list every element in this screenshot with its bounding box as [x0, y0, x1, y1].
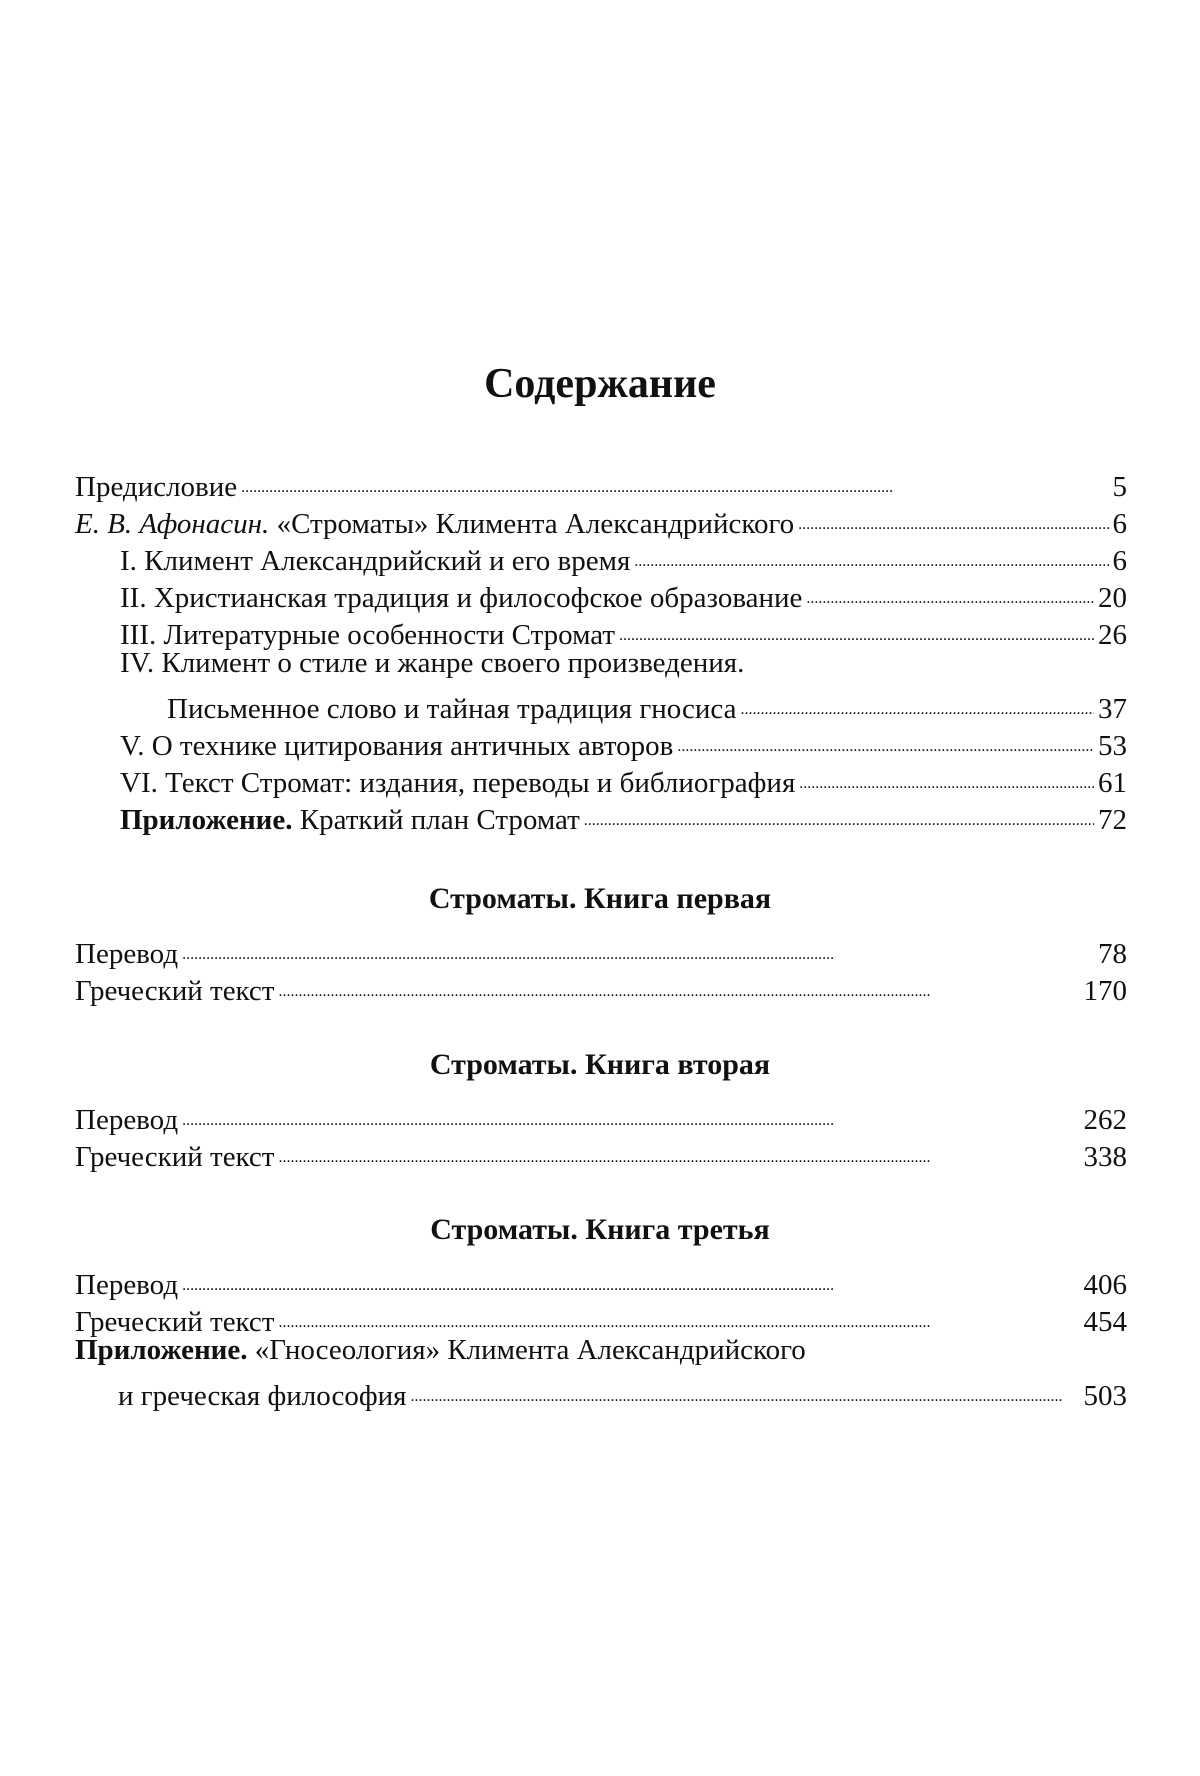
entry-label: Предисловие [75, 471, 238, 503]
leader-dots [182, 927, 1094, 963]
entry-page: 61 [1098, 767, 1127, 799]
entry-label: Греческий текст [75, 975, 275, 1007]
entry-page: 72 [1098, 804, 1127, 836]
leader-dots [278, 964, 1079, 1000]
leader-dots [182, 1093, 1079, 1129]
toc-entry-appendix-plan [120, 793, 1127, 838]
essay-author: Е. В. Афонасин. [75, 508, 270, 540]
leader-dots [278, 1130, 1079, 1166]
leader-dots [799, 756, 1094, 792]
entry-label: VI. Текст Стромат: издания, переводы и библиография [120, 767, 796, 799]
entry-page: 454 [1083, 1306, 1127, 1338]
appendix-title: Краткий план Стромат [299, 804, 580, 836]
entry-label: III. Литературные особенности Стромат [120, 619, 616, 651]
entry-page: 20 [1098, 582, 1127, 614]
entry-label: I. Климент Александрийский и его время [120, 545, 631, 577]
entry-label [120, 802, 580, 838]
leader-dots [634, 534, 1108, 570]
entry-page: 26 [1098, 619, 1127, 651]
section-heading-book-2: Строматы. Книга вторая [429, 1048, 771, 1081]
entry-label: Перевод [75, 1104, 179, 1136]
entry-label: Греческий текст [75, 1306, 275, 1338]
essay-title: «Строматы» Климента Александрийского [276, 508, 795, 540]
appendix-label: Приложение. [120, 804, 293, 836]
entry-label: Письменное слово и тайная традиция гносиса [167, 693, 737, 725]
toc-entry-book2-greek [75, 1130, 1127, 1175]
toc-entry-book1-greek [75, 964, 1127, 1009]
toc-entry-chapter-4-line1: IV. Климент о стиле и жанре своего произведения. [120, 647, 745, 679]
leader-dots [677, 719, 1094, 755]
entry-page: 6 [1112, 545, 1127, 577]
entry-label: Перевод [75, 1269, 179, 1301]
entry-page: 338 [1083, 1141, 1127, 1173]
leader-dots [411, 1369, 1080, 1405]
entry-page: 406 [1083, 1269, 1127, 1301]
leader-dots [182, 1258, 1079, 1294]
leader-dots [798, 497, 1108, 533]
page-title: Содержание [484, 361, 716, 407]
leader-dots [278, 1295, 1079, 1331]
leader-dots [584, 793, 1094, 829]
section-heading-book-3: Строматы. Книга третья [430, 1213, 770, 1246]
entry-page: 78 [1098, 938, 1127, 970]
leader-dots [241, 460, 1108, 496]
entry-page: 170 [1083, 975, 1127, 1007]
leader-dots [740, 682, 1094, 718]
entry-label: II. Христианская традиция и философское образование [120, 582, 803, 614]
entry-page: 5 [1112, 471, 1127, 503]
toc-entry-appendix-gnoseology-line1 [75, 1332, 806, 1368]
entry-page: 53 [1098, 730, 1127, 762]
entry-label: Перевод [75, 938, 179, 970]
entry-page: 6 [1112, 508, 1127, 540]
appendix-label: Приложение. [75, 1334, 248, 1366]
entry-page: 503 [1083, 1380, 1127, 1412]
appendix-title: «Гносеология» Климента Александрийского [254, 1334, 806, 1366]
entry-label: V. О технике цитирования античных авторов [120, 730, 674, 762]
leader-dots [806, 571, 1094, 607]
entry-label: Греческий текст [75, 1141, 275, 1173]
section-heading-book-1: Строматы. Книга первая [428, 882, 772, 915]
entry-page: 37 [1098, 693, 1127, 725]
entry-page: 262 [1083, 1104, 1127, 1136]
leader-dots [619, 608, 1094, 644]
entry-label: и греческая философия [118, 1380, 407, 1412]
toc-entry-appendix-gnoseology [118, 1369, 1127, 1414]
